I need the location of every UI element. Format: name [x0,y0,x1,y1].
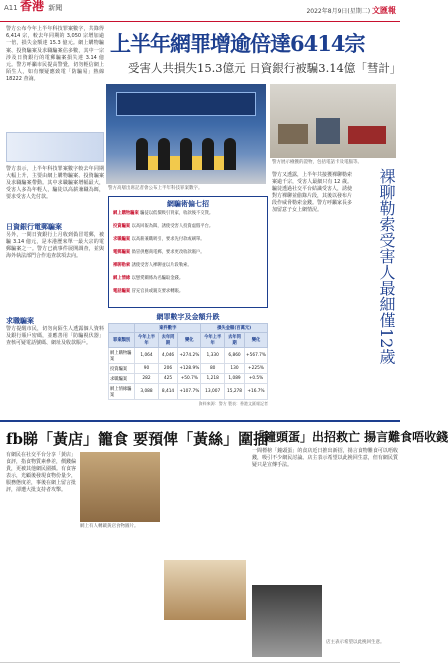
issue-date: 2022年8月9日(星期二) [306,8,371,15]
side-photo-caption: 警方展示檢獲的證物，包括電話卡及電腦等。 [272,160,362,165]
main-subhead: 受害人共損失15.3億元 日資銀行被騙3.14億「彗計」 [128,61,402,75]
bottom-right-headline: 「鐘頭蛋」出招救亡 揚言難食唔收錢 [252,430,448,444]
fraud-box-title: 網騙術偏七招 [167,200,209,208]
press-conference-photo [106,84,266,184]
body-paragraph-1: 警方表示，上半年科技罪案數字較去年同期大幅上升，主要由網上購物騙案、投資騙案及求職騙案帶動。其中求職騙案增幅最大，受害人多為年輕人，騙徒以高薪兼職為餌，要求受害人先付款。 [6,166,104,200]
page-footer [0,662,400,671]
stats-table [108,323,268,400]
evidence-item [316,118,340,144]
section-divider [0,420,400,422]
table-row: 投資騙案 90 206 +128.9% 80 130 +225% [109,364,268,374]
bottom-right-text: 一間標榜「鐘頭蛋」的食店近日推出新招，揚言食物難食可以唔收錢，吸引不少網民討論。店主表示希望以此挽回生意，但有網民質疑只是宣傳手法。 [252,448,398,468]
masthead [306,5,396,16]
right-column-text: 警方又透露，上半年共接獲裸聊勒索案逾千宗，受害人最細只有 12 歲。騙徒透過社交平台結識受害人，誘使對方裸聊並偷錄片段，其後以發布片段作威脅勒索金錢。警方呼籲家長多加留意子女上網情況。 [272,172,353,213]
vertical-headline: 裸聊勒索受害人最細僅12歲 [377,168,396,365]
shop-photo-caption: 店主表示希望以此挽回生意。 [326,640,385,645]
person [136,138,148,170]
lead-paragraph: 警方公布今年上半年科技罪案數字，共錄得 6,414 宗，較去年同期的 3,050 宗增加逾一倍，損失金額達 15.3 億元。網上購物騙案、投資騙案及求職騙案佔多數，其中一宗涉及日資銀行的電郵騙案損失達 3.14 億元。警方呼籲市民提高警覺，切勿輕信網上陌生人，如有懷疑應致電「防騙易」熱線 18222 查詢。 [6,26,104,83]
fraud-row: 網上購物騙案 騙徒以低價吸引買家，收款後不交貨。 [113,211,214,216]
table-group-header: 案件數字 損失金額(百萬元) [109,324,268,333]
food-photo [80,452,160,522]
table-source: 資料來源：警方 製表：香港文匯報記者 [198,401,268,406]
shop-owner-photo [252,585,322,657]
section-title: 香港 新聞 [20,0,63,13]
main-headline: 上半年網罪增逾倍達6414宗 [110,31,365,56]
person [202,138,214,170]
table-title: 網罪數字及金額升跌 [156,313,220,321]
fraud-row: 投資騙案 以高回報為餌，誘使受害人投資虛假平台。 [113,224,214,229]
bottom-left-text: 有網民在社交平台分享「黃店」食評，指食物質素參差，價錢偏貴，更被其他網民圍插。有食客表示，光顧後發現食物份量少，服務態度差，事後在網上留言批評，卻遭大批支持者攻擊。 [6,452,77,493]
person [180,138,192,170]
fraud-row: 求職騙案 以高薪兼職吸引，要求先付款或刷單。 [113,237,205,242]
body-paragraph-2: 另外，一間日資銀行上月收到偽冒電郵，被騙 3.14 億元，是本港歷來單一最大宗的電郵騙案之一。警方已就事件展開調查，並與海外執法部門合作追查款項去向。 [6,232,104,259]
fraud-row: 電郵騙案 偽冒供應商電郵，要求更改收款賬戶。 [113,250,205,255]
paper-name: 文匯報 [372,6,396,15]
fraud-row: 電話騙案 冒充官員或親友要求轉賬。 [113,289,184,294]
person [224,138,236,170]
bottom-left-headline: fb睇「黃店」籠食 要預俾「黃絲」圍插 [6,430,269,448]
food-photo-2 [164,560,246,620]
table-row: 網上情緣騙案 3,088 8,414 +107.7% 13,007 15,278 +16.7% [109,384,268,400]
subheading-1: 日資銀行電郵騙案 [6,223,62,231]
section-sub: 新聞 [48,4,63,12]
evidence-item [348,126,386,144]
fraud-row: 網上情緣 以戀愛關係為名騙取金錢。 [113,276,184,281]
table-row: 網上購物騙案 1,064 4,046 +274.2% 1,330 6,860 +567.7% [109,348,268,364]
info-graphic [6,132,104,162]
food-photo-caption: 網上有人轉載黃店食物圖片。 [80,524,139,529]
subheading-2: 求職騙案 [6,317,34,325]
photo-caption: 警方高層出席記者會公布上半年科技罪案數字。 [108,186,203,191]
fraud-tactics-box [108,196,268,308]
evidence-photo [270,84,396,158]
page-header [0,0,400,22]
body-paragraph-3: 警方提醒市民，切勿向陌生人透露個人資料及銀行賬戶密碼，並應善用「防騙視伏器」查核可疑電話號碼、網址及收款賬戶。 [6,326,104,346]
table-header: 罪案類別 今年上半年 去年同期 變化 今年上半年 去年同期 變化 [109,333,268,348]
fraud-row: 裸聊勒索 誘使受害人裸聊並以片段勒索。 [113,263,192,268]
crime-stats-table [108,312,268,407]
person [158,138,170,170]
page-number: A11 [4,4,18,12]
evidence-item [278,124,308,144]
backdrop-banner [116,92,256,116]
table-row: 求職騙案 282 425 +50.7% 1,218 1,089 +0.5% [109,374,268,384]
